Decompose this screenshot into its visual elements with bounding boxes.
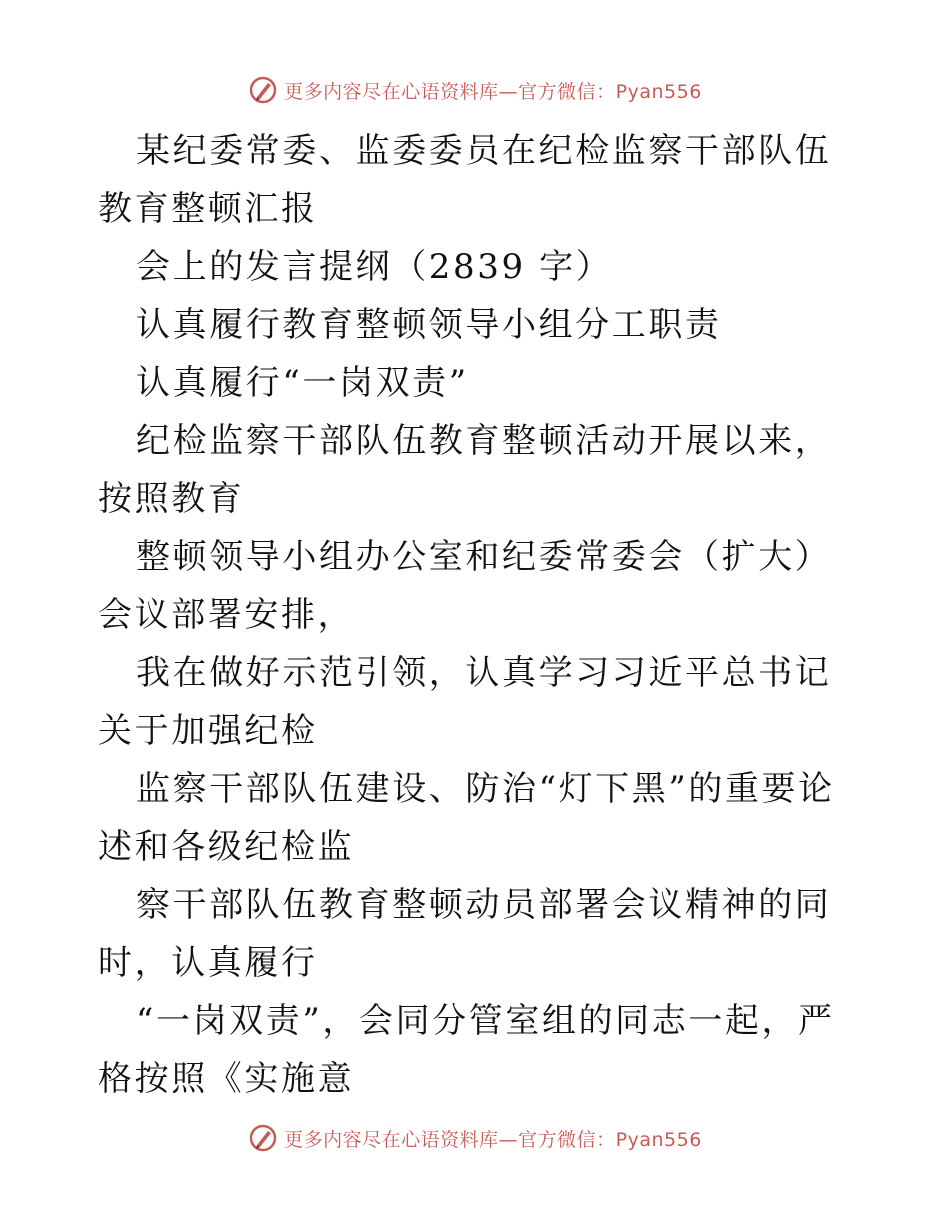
paragraph-body-1: 纪检监察干部队伍教育整顿活动开展以来，按照教育 bbox=[98, 421, 832, 519]
paragraph-subheading: 认真履行“一岗双责” bbox=[136, 363, 469, 403]
paragraph-heading: 认真履行教育整顿领导小组分工职责 bbox=[136, 305, 722, 345]
paragraph-title-line: 某纪委常委、监委委员在纪检监察干部队伍教育整顿汇报 bbox=[98, 131, 832, 229]
paragraph-title-cont: 会上的发言提纲（2839 字） bbox=[136, 247, 613, 287]
pen-in-circle-icon bbox=[248, 75, 278, 105]
watermark-footer bbox=[0, 1118, 950, 1158]
paragraph-body-2: 整顿领导小组办公室和纪委常委会（扩大）会议部署安排， bbox=[98, 537, 832, 635]
paragraph-body-6: “一岗双责”，会同分管室组的同志一起，严格按照《实施意 bbox=[98, 1001, 835, 1099]
document-body bbox=[98, 122, 858, 1108]
paragraph-body-4: 监察干部队伍建设、防治“灯下黑”的重要论述和各级纪检监 bbox=[98, 769, 835, 867]
watermark-header bbox=[0, 70, 950, 110]
pen-in-circle-icon bbox=[248, 1123, 278, 1153]
watermark-text: 更多内容尽在心语资料库—官方微信：Pyan556 bbox=[284, 1128, 702, 1151]
paragraph-body-3: 我在做好示范引领，认真学习习近平总书记关于加强纪检 bbox=[98, 653, 832, 751]
paragraph-body-5: 察干部队伍教育整顿动员部署会议精神的同时，认真履行 bbox=[98, 885, 832, 983]
watermark-text: 更多内容尽在心语资料库—官方微信：Pyan556 bbox=[284, 80, 702, 103]
